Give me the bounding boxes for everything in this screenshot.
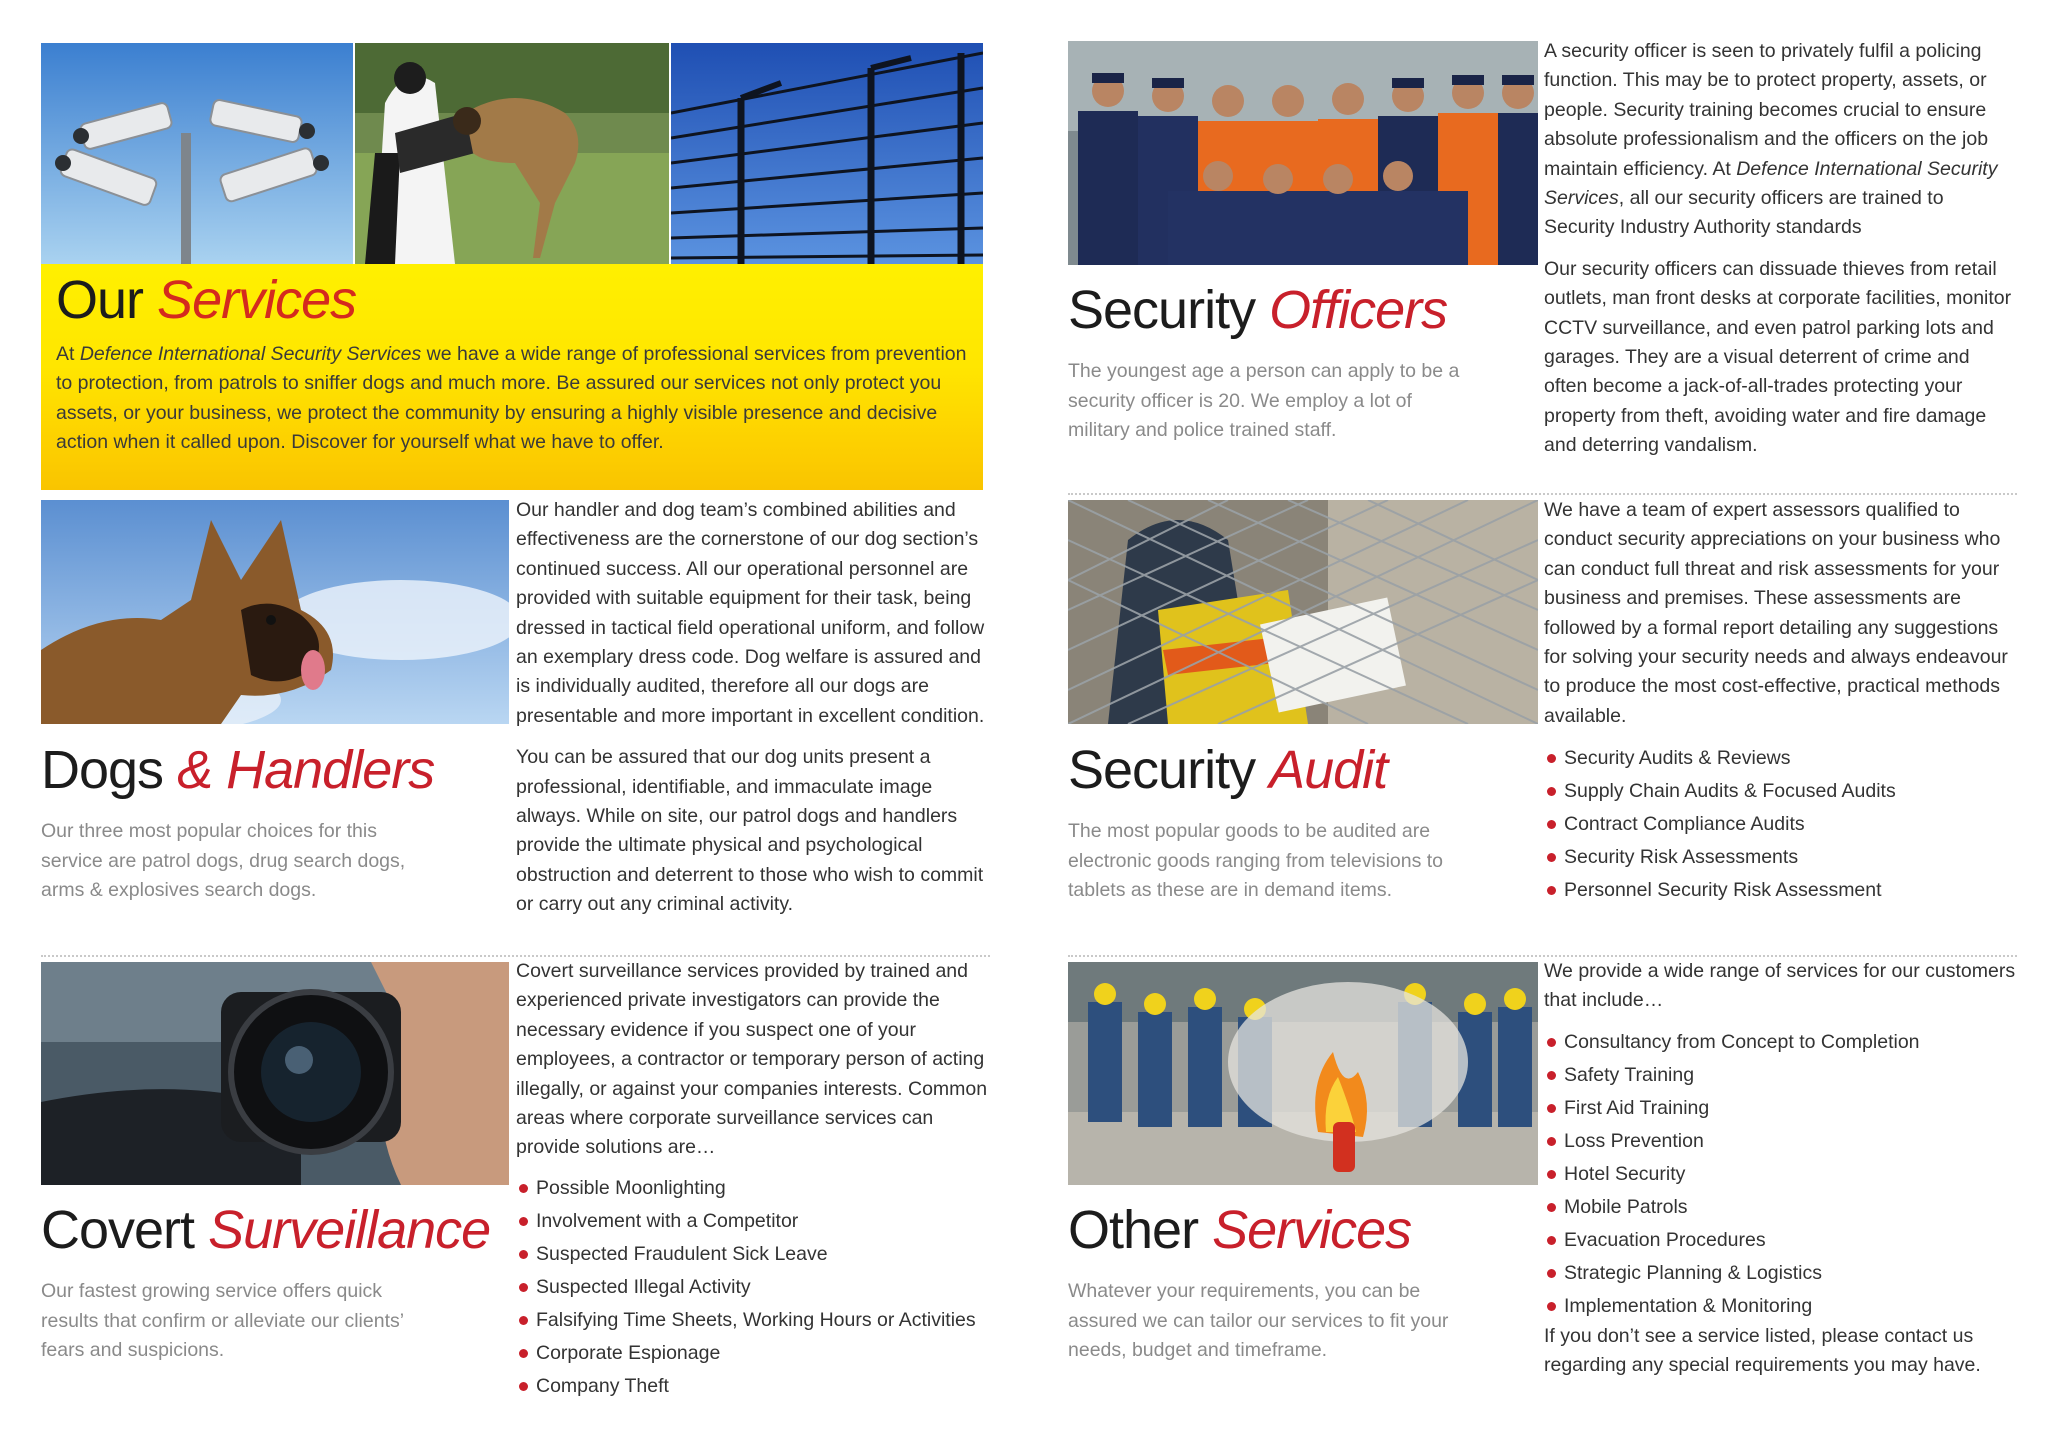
covert-surveillance-title: Covert Surveillance xyxy=(41,1200,491,1260)
other-blurb: Whatever your requirements, you can be assured we can tailor our services to fit your needs, budget and timeframe. xyxy=(1068,1280,1449,1361)
list-item: Involvement with a Competitor xyxy=(516,1205,990,1238)
brand-name: Defence International Security Services xyxy=(79,343,422,365)
covert-body xyxy=(516,957,990,1175)
officers-blurb: The youngest age a person can apply to be a security officer is 20. We employ a lot of military and police trained staff. xyxy=(1068,360,1460,441)
list-item: Company Theft xyxy=(516,1370,990,1403)
security-officers-title: Security Officers xyxy=(1068,280,1448,340)
list-item: Consultancy from Concept to Completion xyxy=(1544,1026,2016,1059)
list-item: Supply Chain Audits & Focused Audits xyxy=(1544,775,2016,808)
services-title: Our Services xyxy=(56,270,357,330)
audit-bullet-list xyxy=(1544,742,2016,907)
other-services-title: Other Services xyxy=(1068,1200,1412,1260)
dogs-body xyxy=(516,496,990,932)
other-para-1: We provide a wide range of services for our customers that include… xyxy=(1544,960,2016,1012)
audit-blurb: The most popular goods to be audited are electronic goods ranging from televisions to tablets as these are in demand items. xyxy=(1068,820,1444,901)
list-item: Contract Compliance Audits xyxy=(1544,808,2016,841)
officers-para-2: Our security officers can dissuade thieves from retail outlets, man front desks at corporate facilities, monitor CCTV surveillance, and even patrol parking lots and garages. They are a visual deterrent of crime and often become a jack-of-all-trades protecting your property from theft, avoiding water and fire damage and deterring vandalism. xyxy=(1544,257,2012,457)
list-item: Safety Training xyxy=(1544,1059,2016,1092)
dog-training-photo xyxy=(355,43,669,264)
list-item: Suspected Fraudulent Sick Leave xyxy=(516,1238,990,1271)
security-audit-photo xyxy=(1068,500,1538,724)
list-item: Possible Moonlighting xyxy=(516,1172,990,1205)
dogs-para-2: You can be assured that our dog units present a professional, identifiable, and immaculate image always. While on site, our patrol dogs and handlers provide the ultimate physical and psychological obstruction and deterrent to those who wish to commit or carry out any criminal activity. xyxy=(516,746,984,916)
officers-para-1: A security officer is seen to privately fulfil a policing function. This may be to protect property, assets, or people. Security training becomes crucial to ensure absolute professionalism and the officers on the job maintain efficiency. At Defence International Security Services, all our security officers are trained to Security Industry Authority standards xyxy=(1544,40,1998,239)
list-item: Falsifying Time Sheets, Working Hours or Activities xyxy=(516,1304,990,1337)
right-divider-1 xyxy=(1068,493,2017,495)
covert-bullet-list xyxy=(516,1172,990,1403)
other-bullet-list xyxy=(1544,1026,2016,1323)
security-fence-photo xyxy=(671,43,983,264)
list-item: Suspected Illegal Activity xyxy=(516,1271,990,1304)
other-closing: If you don’t see a service listed, please contact us regarding any special requirements you may have. xyxy=(1544,1325,1981,1377)
audit-para-1: We have a team of expert assessors qualified to conduct security appreciations on your business who can conduct full threat and risk assessments for your business and premises. These assessments are followed by a formal report detailing any suggestions for solving your security needs and always endeavour to produce the most cost-effective, practical methods available. xyxy=(1544,499,2008,727)
brand-name: Defence International Security Services xyxy=(1544,157,1998,210)
list-item: Implementation & Monitoring xyxy=(1544,1290,2016,1323)
security-audit-title: Security Audit xyxy=(1068,740,1388,800)
covert-blurb: Our fastest growing service offers quick results that confirm or alleviate our clients’ fears and suspicions. xyxy=(41,1280,404,1361)
covert-para-1: Covert surveillance services provided by trained and experienced private investigators can provide the necessary evidence if you suspect one of your employees, a contractor or temporary person of acting illegally, or against your companies interests. Common areas where corporate surveillance services can provide solutions are… xyxy=(516,960,988,1159)
list-item: Evacuation Procedures xyxy=(1544,1224,2016,1257)
list-item: First Aid Training xyxy=(1544,1092,2016,1125)
dogs-handlers-title: Dogs & Handlers xyxy=(41,740,435,800)
cctv-cameras-photo xyxy=(41,43,353,264)
audit-body xyxy=(1544,496,2016,743)
list-item: Security Audits & Reviews xyxy=(1544,742,2016,775)
covert-camera-photo xyxy=(41,962,509,1185)
dogs-para-1: Our handler and dog team’s combined abilities and effectiveness are the cornerstone of our dog section’s continued success. All our operational personnel are provided with suitable equipment for their task, being dressed in tactical field operational uniform, and follow an exemplary dress code. Dog welfare is assured and is individually audited, therefore all our dogs are presentable and more important in excellent condition. xyxy=(516,499,985,727)
list-item: Hotel Security xyxy=(1544,1158,2016,1191)
services-intro-text: At Defence International Security Services we have a wide range of professional services from prevention to protection, from patrols to sniffer dogs and much more. Be assured our services not only protect you assets, or your business, we protect the community by ensuring a highly visible presence and decisive action when it called upon. Discover for yourself what we have to offer. xyxy=(56,343,967,454)
list-item: Mobile Patrols xyxy=(1544,1191,2016,1224)
other-body xyxy=(1544,957,2016,1028)
list-item: Corporate Espionage xyxy=(516,1337,990,1370)
officers-body xyxy=(1544,37,2016,473)
fire-training-photo xyxy=(1068,962,1538,1185)
list-item: Loss Prevention xyxy=(1544,1125,2016,1158)
security-officers-group-photo xyxy=(1068,41,1538,265)
list-item: Strategic Planning & Logistics xyxy=(1544,1257,2016,1290)
dogs-blurb: Our three most popular choices for this service are patrol dogs, drug search dogs, arms & explosives search dogs. xyxy=(41,820,406,901)
list-item: Personnel Security Risk Assessment xyxy=(1544,874,2016,907)
list-item: Security Risk Assessments xyxy=(1544,841,2016,874)
german-shepherd-photo xyxy=(41,500,509,724)
